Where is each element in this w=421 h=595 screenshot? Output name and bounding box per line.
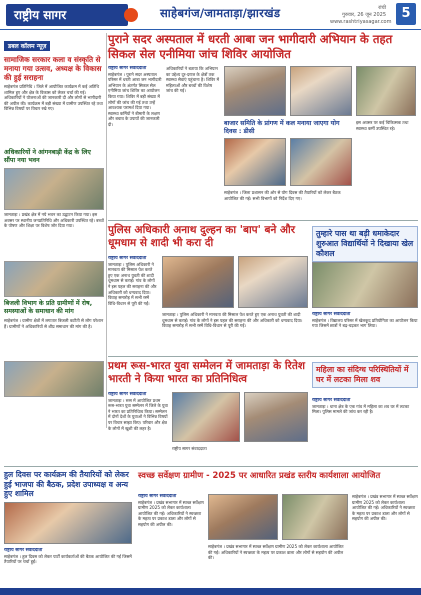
market-body: साहेबगंज । जिला प्रशासन की ओर से योग दिवस की तैयारियों को लेकर बैठक आयोजित की गई। सभी विभागों को निर्देश दिए गए। [224, 190, 341, 201]
lead-body-col-1 [108, 66, 162, 214]
lead-headline: पुराने सदर अस्पताल में धरती आबा जन भागीदारी अभियान के तहत सिकल सेल एनीमिया जांच शिविर आयोजित [108, 32, 393, 61]
column-divider [106, 33, 107, 428]
market-photo-1 [224, 138, 286, 186]
police-body-col [108, 256, 158, 352]
bottom-right-byline: राष्ट्रीय सागर संवाददाता [138, 494, 177, 499]
masthead-rule [0, 29, 421, 30]
youth-caption: राष्ट्रीय सागर संवाददाता [172, 446, 207, 451]
police-body-col-2 [162, 312, 308, 352]
bottom-right-body-col-2 [352, 494, 418, 586]
market-photo-2 [290, 138, 352, 186]
lead-photo-2 [290, 66, 352, 116]
youth-headline: प्रथम रूस-भारत युवा सम्मेलन में जामताड़ा के रितेश भारती ने किया भारत का प्रतिनिधित्व [108, 360, 305, 385]
police-headline: पुलिस अधिकारी अनाथ दुल्हन का 'बाप' बने और धूमधाम से शादी भी करा दी [108, 224, 296, 249]
edition-date: गुरुवार, 26 जून 2025 [342, 12, 386, 18]
market-headline: बाजार समिति के प्रांगण में कल मनाया जाएगा योग दिवस : डीसी [224, 120, 340, 135]
left-subhead-1: अधिकारियों ने आंगनबाड़ी केंद्र के लिए सौंपा नया भवन [4, 149, 91, 164]
left-body-3: साहेबगंज । ग्रामीण क्षेत्रों में लगातार बिजली कटौती से लोग परेशान हैं। ग्रामीणों ने अधिकारियों से शीघ्र समाधान की मांग की है। [4, 318, 104, 329]
youth-photo-1 [172, 392, 240, 442]
lead-body-2: अधिकारियों ने बताया कि अभियान का उद्देश्य दूर-दराज के क्षेत्रों तक स्वास्थ्य सेवाएं पहुंचाना है। शिविर में महिलाओं और बच्चों की विशेष जांच की गई। [166, 66, 219, 94]
side-headline: तुम्हारे पास था बड़ी धमाकेदार शुरुआत विद्यार्थियों ने दिखाया खेल कौशल [312, 226, 418, 262]
lead-photo-3 [356, 66, 416, 116]
bottom-left-body-col [4, 548, 132, 586]
lead-photo-1 [224, 66, 286, 116]
left-photo-2 [4, 261, 104, 297]
bottom-right-photo-2 [282, 494, 348, 540]
bottom-left-body: साहेबगंज । हुल दिवस को लेकर पार्टी कार्यकर्ताओं की बैठक आयोजित की गई जिसमें तैयारियों पर चर्चा हुई। [4, 553, 132, 565]
youth-body: जामताड़ा । रूस में आयोजित प्रथम रूस-भारत युवा सम्मेलन में जिले के युवा ने भारत का प्रतिनिधित्व किया। सम्मेलन में दोनों देशों के युवाओं ने विभिन्न विषयों पर विचार साझा किए। परिवार और क्षेत्र के लोगों में खुशी की लहर है। [108, 397, 168, 431]
edition-website: www.rashtriyasagar.com [330, 19, 392, 25]
lead-body-col-2 [166, 66, 220, 214]
bottom-left-headline: हुल दिवस पर कार्यक्रम की तैयारियों को लेकर हुई भाजपा की बैठक, प्रदेश उपाध्यक्ष व अन्य हुए शामिल [4, 470, 129, 499]
police-byline: राष्ट्रीय सागर संवाददाता [108, 256, 147, 261]
left-headline: सामाजिक सरकार कला व संस्कृति से मनाया गया उत्सव, अध्यक्ष के विकास की हुई सराहना [4, 55, 102, 82]
brand-emblem-icon [124, 8, 138, 22]
youth-byline: राष्ट्रीय सागर संवाददाता [108, 392, 147, 397]
police-photo-2 [238, 256, 308, 308]
footer-bar [0, 588, 421, 595]
lead-body-col-3 [356, 120, 416, 216]
woman-body: जामताड़ा । थाना क्षेत्र के एक गांव में महिला का शव घर में लटका मिला। पुलिस मामले की जांच कर रही है। [312, 403, 410, 415]
edition-city: रांची [378, 5, 386, 11]
bottom-right-body: साहेबगंज । प्रखंड सभागार में स्वच्छ सर्वेक्षण ग्रामीण 2025 को लेकर कार्यशाला आयोजित की गई। अधिकारियों ने स्वच्छता के महत्व पर प्रकाश डाला और लोगों से सहयोग की अपील की। [138, 499, 204, 527]
lead-byline: राष्ट्रीय सागर संवाददाता [108, 66, 147, 71]
bottom-right-headline: स्वच्छ सर्वेक्षण ग्रामीण - 2025 पर आधारित प्रखंड स्तरीय कार्यशाला आयोजित [138, 470, 381, 480]
woman-body-col [312, 398, 418, 462]
side-photo [312, 262, 418, 308]
side-body: साहेबगंज । विद्यालय परिसर में खेलकूद प्रतियोगिता का आयोजन किया गया जिसमें छात्रों ने बढ़-चढ़कर भाग लिया। [312, 317, 418, 329]
side-byline: राष्ट्रीय सागर संवाददाता [312, 312, 351, 317]
left-photo-3 [4, 361, 104, 397]
lead-body-1: साहेबगंज । पुराने सदर अस्पताल परिसर में धरती आबा जन भागीदारी अभियान के अंतर्गत सिकल सेल एनीमिया जांच शिविर का आयोजन किया गया। शिविर में बड़ी संख्या में लोगों की जांच की गई तथा उन्हें आवश्यक परामर्श दिया गया। स्वास्थ्य कर्मियों ने बीमारी के लक्षण और बचाव के उपायों की जानकारी दी। [108, 71, 162, 127]
page-number: 5 [396, 3, 416, 25]
side-body-col [312, 312, 418, 352]
masthead [0, 0, 421, 30]
bottom-left-byline: राष्ट्रीय सागर संवाददाता [4, 548, 43, 553]
bottom-right-body-col-3 [208, 544, 348, 586]
woman-headline: महिला का संदिग्ध परिस्थितियों में घर में लटका मिला शव [312, 362, 418, 388]
left-subhead-2: बिजली विभाग के प्रति ग्रामीणों में रोष, समस्याओं के समाधान की मांग [4, 300, 93, 315]
bottom-right-body-repeat: साहेबगंज । प्रखंड सभागार में स्वच्छ सर्वेक्षण ग्रामीण 2025 को लेकर कार्यशाला आयोजित की गई। अधिकारियों ने स्वच्छता के महत्व पर प्रकाश डाला और लोगों से सहयोग की अपील की। [352, 494, 418, 522]
woman-byline: राष्ट्रीय सागर संवाददाता [312, 398, 351, 403]
brand-logo: राष्ट्रीय सागर [6, 4, 128, 26]
bottom-right-body-col [138, 494, 204, 586]
bottom-right-body-more: साहेबगंज । प्रखंड सभागार में स्वच्छ सर्वेक्षण ग्रामीण 2025 को लेकर कार्यशाला आयोजित की गई। अधिकारियों ने स्वच्छता के महत्व पर प्रकाश डाला और लोगों से सहयोग की अपील की। [208, 544, 344, 561]
left-photo-1 [4, 168, 104, 210]
bottom-right-photo-1 [208, 494, 278, 540]
left-column [4, 33, 104, 428]
column-tag: डबल कॉलम न्यूज़ [4, 41, 50, 51]
lead-body-3: इस अवसर पर कई चिकित्सक तथा स्वास्थ्य कर्मी उपस्थित रहे। [356, 120, 409, 131]
bottom-left-photo [4, 502, 132, 544]
police-body: जामताड़ा । पुलिस अधिकारी ने मानवता की मिसाल पेश करते हुए एक अनाथ युवती की शादी धूमधाम से कराई। गांव के लोगों ने इस पहल की सराहना की और अधिकारी को धन्यवाद दिया। विवाह समारोह में सभी रस्में विधि-विधान से पूरी की गईं। [108, 261, 157, 306]
police-photo-1 [162, 256, 234, 308]
section-rule-1 [108, 220, 418, 221]
left-body-2: जामताड़ा । प्रखंड क्षेत्र में नये भवन का उद्घाटन किया गया। इस अवसर पर स्थानीय जनप्रतिनिधि और अधिकारी उपस्थित रहे। बच्चों के पोषण और शिक्षा पर विशेष जोर दिया गया। [4, 212, 104, 229]
section-rule-3 [4, 466, 418, 467]
edition-meta [330, 5, 392, 26]
section-rule-2 [108, 356, 418, 357]
youth-body-col [108, 392, 168, 462]
region-title: साहेबगंज/जामताड़ा/झारखंड [160, 6, 281, 20]
left-body: साहेबगंज प्रतिनिधि । जिले में आयोजित कार्यक्रम में कई अतिथि शामिल हुए और क्षेत्र के विकास को लेकर चर्चा की गई। अधिकारियों ने योजनाओं की जानकारी दी और लोगों से भागीदारी की अपील की। कार्यक्रम में बड़ी संख्या में ग्रामीण उपस्थित रहे तथा विभिन्न विषयों पर विचार रखे गए। [4, 84, 103, 112]
youth-photo-2 [244, 392, 308, 442]
police-body-repeat: जामताड़ा । पुलिस अधिकारी ने मानवता की मिसाल पेश करते हुए एक अनाथ युवती की शादी धूमधाम से कराई। गांव के लोगों ने इस पहल की सराहना की और अधिकारी को धन्यवाद दिया। विवाह समारोह में सभी रस्में विधि-विधान से पूरी की गईं। [162, 312, 303, 329]
